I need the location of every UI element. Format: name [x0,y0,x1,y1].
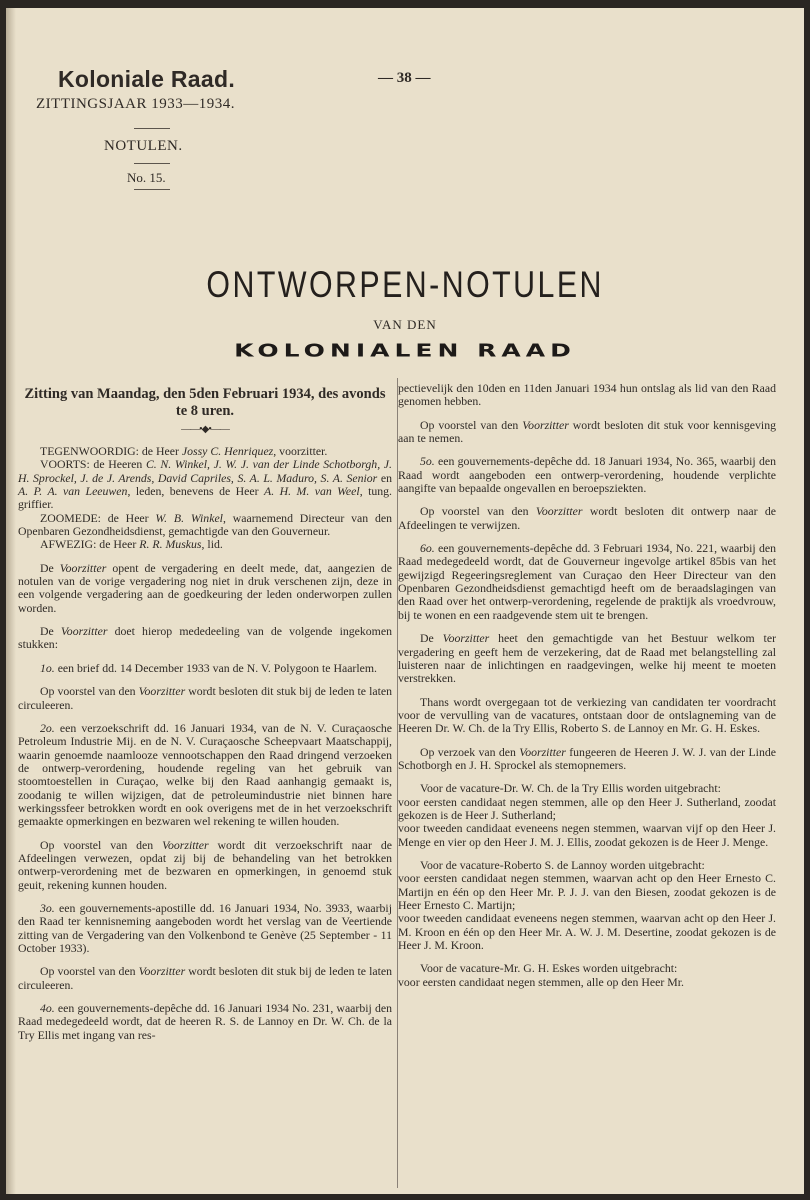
minutes-paragraph: 3o. een gouvernements-apostille dd. 16 Januari 1934, No. 3933, waarbij den Raad ter kennisneming aangeboden wordt het verslag van de Veertiende zitting van de Vergadering van den Volkenbond te Genève (25 September - 11 October 1933). [18,900,392,955]
minutes-paragraph: pectievelijk den 10den en 11den Januari 1934 hun ontslag als lid van den Raad genomen hebben. [398,381,776,409]
minutes-paragraph: Op voorstel van den Voorzitter wordt besloten dit ontwerp naar de Afdeelingen te verwijzen. [398,504,776,532]
session-year: ZITTINGSJAAR 1933—1934. [36,96,235,112]
minutes-paragraph: Op voorstel van den Voorzitter wordt dit verzoekschrift naar de Afdeelingen verwezen, opdat zij bij de behandeling van het betrokken ontwerp-verordening met de bezwaren en opmerkingen, in genoemd stuk geuit, rekening kunnen houden. [18,837,392,892]
council-title: Koloniale Raad. [58,66,236,92]
minutes-paragraph: 1o. een brief dd. 14 December 1933 van de N. V. Polygoon te Haarlem. [40,660,378,675]
minutes-paragraph: Voor de vacature-Roberto S. de Lannoy worden uitgebracht: [420,857,705,872]
document-page [6,8,804,1194]
notulen-number: No. 15. [127,170,166,185]
minutes-paragraph: De Voorzitter doet hierop mededeeling van de volgende ingekomen stukken: [18,624,392,652]
notulen-label: NOTULEN. [104,138,183,154]
binding-edge [6,8,16,1194]
minutes-paragraph: 4o. een gouvernements-depêche dd. 16 Januari 1934 No. 231, waarbij den Raad medegedeeld wordt, dat de heeren R. S. de Lannoy en Dr. W. Ch. de la Try Ellis met ingang van res- [18,1001,392,1042]
minutes-paragraph: voor eersten candidaat negen stemmen, waarvan acht op den Heer Ernesto C. Martijn en één op den Heer Mr. P. J. J. van den Biesen, zoodat gekozen is de Heer Ernesto C. Martijn; [398,871,776,912]
minutes-paragraph: 2o. een verzoekschrift dd. 16 Januari 1934, van de N. V. Curaçaosche Petroleum Industrie Mij. en de N. V. Curaçaosche Scheepvaart Maatschappij, waarin genoemde naamlooze vennootschappen den Raad dringend verzoeken de ontwerp-verordening, houdende regeling van het gebruik van stoomtoestellen in Curaçao, welke bij den Raad aanhangig gemaakt is, zoodanig te willen wijzigen, dat de petroleumindustrie niet binnen hare werkingssfeer betrokken wordt en ook overigens met de in het verzoekschrift gemaakte opmerkingen en bezwaren wel rekening te willen houden. [18,720,392,829]
minutes-paragraph: Op voorstel van den Voorzitter wordt besloten dit stuk voor kennisgeving aan te nemen. [398,417,776,446]
page-number: — 38 — [378,70,431,86]
attendance-line: VOORTS: de Heeren C. N. Winkel, J. W. J. van der Linde Schotborgh, J. H. Sprockel, J. de J. Arends, David Capriles, S. A. L. Maduro, S. A. Senior en A. P. A. van Leeuwen, leden, benevens de Heer A. H. M. van Weel, tung. griffier. [18,457,392,512]
ornament-divider: ——•◆•—— [181,424,229,435]
van-den-label: VAN DEN [373,317,437,332]
council-banner: KOLONIALEN RAAD [234,339,576,361]
minutes-paragraph: Voor de vacature-Mr. G. H. Eskes worden uitgebracht: [420,961,678,976]
minutes-paragraph: voor tweeden candidaat eveneens negen stemmen, waarvan acht op den Heer J. M. Kroon en één op den Heer Mr. A. W. J. M. Desertine, zoodat gekozen is de Heer J. M. Kroon. [398,911,776,953]
minutes-paragraph: voor eersten candidaat negen stemmen, alle op den Heer Mr. [398,974,684,989]
minutes-paragraph: Op verzoek van den Voorzitter fungeeren de Heeren J. W. J. van der Linde Schotborgh en J. H. Sprockel als stemopnemers. [398,744,776,772]
minutes-paragraph: voor eersten candidaat negen stemmen, alle op den Heer J. Sutherland, zoodat gekozen is de Heer J. Sutherland; [398,794,776,822]
minutes-paragraph: 6o. een gouvernements-depêche dd. 3 Februari 1934, No. 221, waarbij den Raad medegedeeld wordt, dat de Gouverneur ingevolge artikel 85bis van het gewijzigd Regeeringsreglement van Curaçao den Heer Directeur van den Openbaren Gezondheidsdienst gemachtigd heeft om de beraadslagingen van den Raad over het ontwerp-verordening, regelende de praktijk als vroedvrouw, bij te wonen en een raadgevende stem uit te brengen. [398,541,776,622]
minutes-paragraph: Voor de vacature-Dr. W. Ch. de la Try Ellis worden uitgebracht: [420,781,721,796]
minutes-paragraph: Op voorstel van den Voorzitter wordt besloten dit stuk bij de leden te laten circuleeren. [18,684,392,712]
header-rule [134,163,170,164]
attendance-line: AFWEZIG: de Heer R. R. Muskus, lid. [40,537,223,552]
minutes-paragraph: Op voorstel van den Voorzitter wordt besloten dit stuk bij de leden te laten circuleeren. [18,964,392,992]
minutes-paragraph: voor tweeden candidaat eveneens negen stemmen, waarvan vijf op den Heer J. Menge en vier op den Heer J. M. J. Ellis, zoodat gekozen is de Heer J. Menge. [398,821,776,849]
minutes-paragraph: 5o. een gouvernements-depêche dd. 18 Januari 1934, No. 365, waarbij den Raad wordt aangeboden een ontwerp-verordening, houdende verplichte aangifte van bepaalde ongevallen en beroepsziekten. [398,454,776,496]
main-title: ONTWORPEN-NOTULEN [206,264,604,305]
session-heading: Zitting van Maandag, den 5den Februari 1934, des avonds te 8 uren. [24,386,386,419]
minutes-paragraph: De Voorzitter opent de vergadering en deelt mede, dat, aangezien de notulen van de vorige vergadering nog niet in druk verschenen zijn, deze in een volgende vergadering aan de goedkeuring der leden onderworpen zullen worden. [18,560,392,615]
header-rule [134,189,170,190]
header-rule [134,128,170,129]
left-column [18,382,392,1052]
attendance-line: ZOOMEDE: de Heer W. B. Winkel, waarnemend Directeur van den Openbaren Gezondheidsdienst, gemachtigde van den Gouverneur. [18,510,392,539]
minutes-paragraph: Thans wordt overgegaan tot de verkiezing van candidaten ter voordracht voor de vervulling van de vacatures, ontstaan door de ontslagneming van de Heeren Dr. W. Ch. de la Try Ellis, Roberto S. de Lannoy en Mr. G. H. Eskes. [398,694,776,736]
attendance-block [18,445,392,552]
right-column [398,382,776,989]
minutes-paragraph: De Voorzitter heet den gemachtigde van het Bestuur welkom ter vergadering en geeft hem de verzekering, dat de Raad met belangstelling zal luisteren naar de inlichtingen en raadgevingen, welke hij meent te moeten verstrekken. [398,631,776,686]
attendance-line: TEGENWOORDIG: de Heer Jossy C. Henriquez, voorzitter. [40,444,328,458]
